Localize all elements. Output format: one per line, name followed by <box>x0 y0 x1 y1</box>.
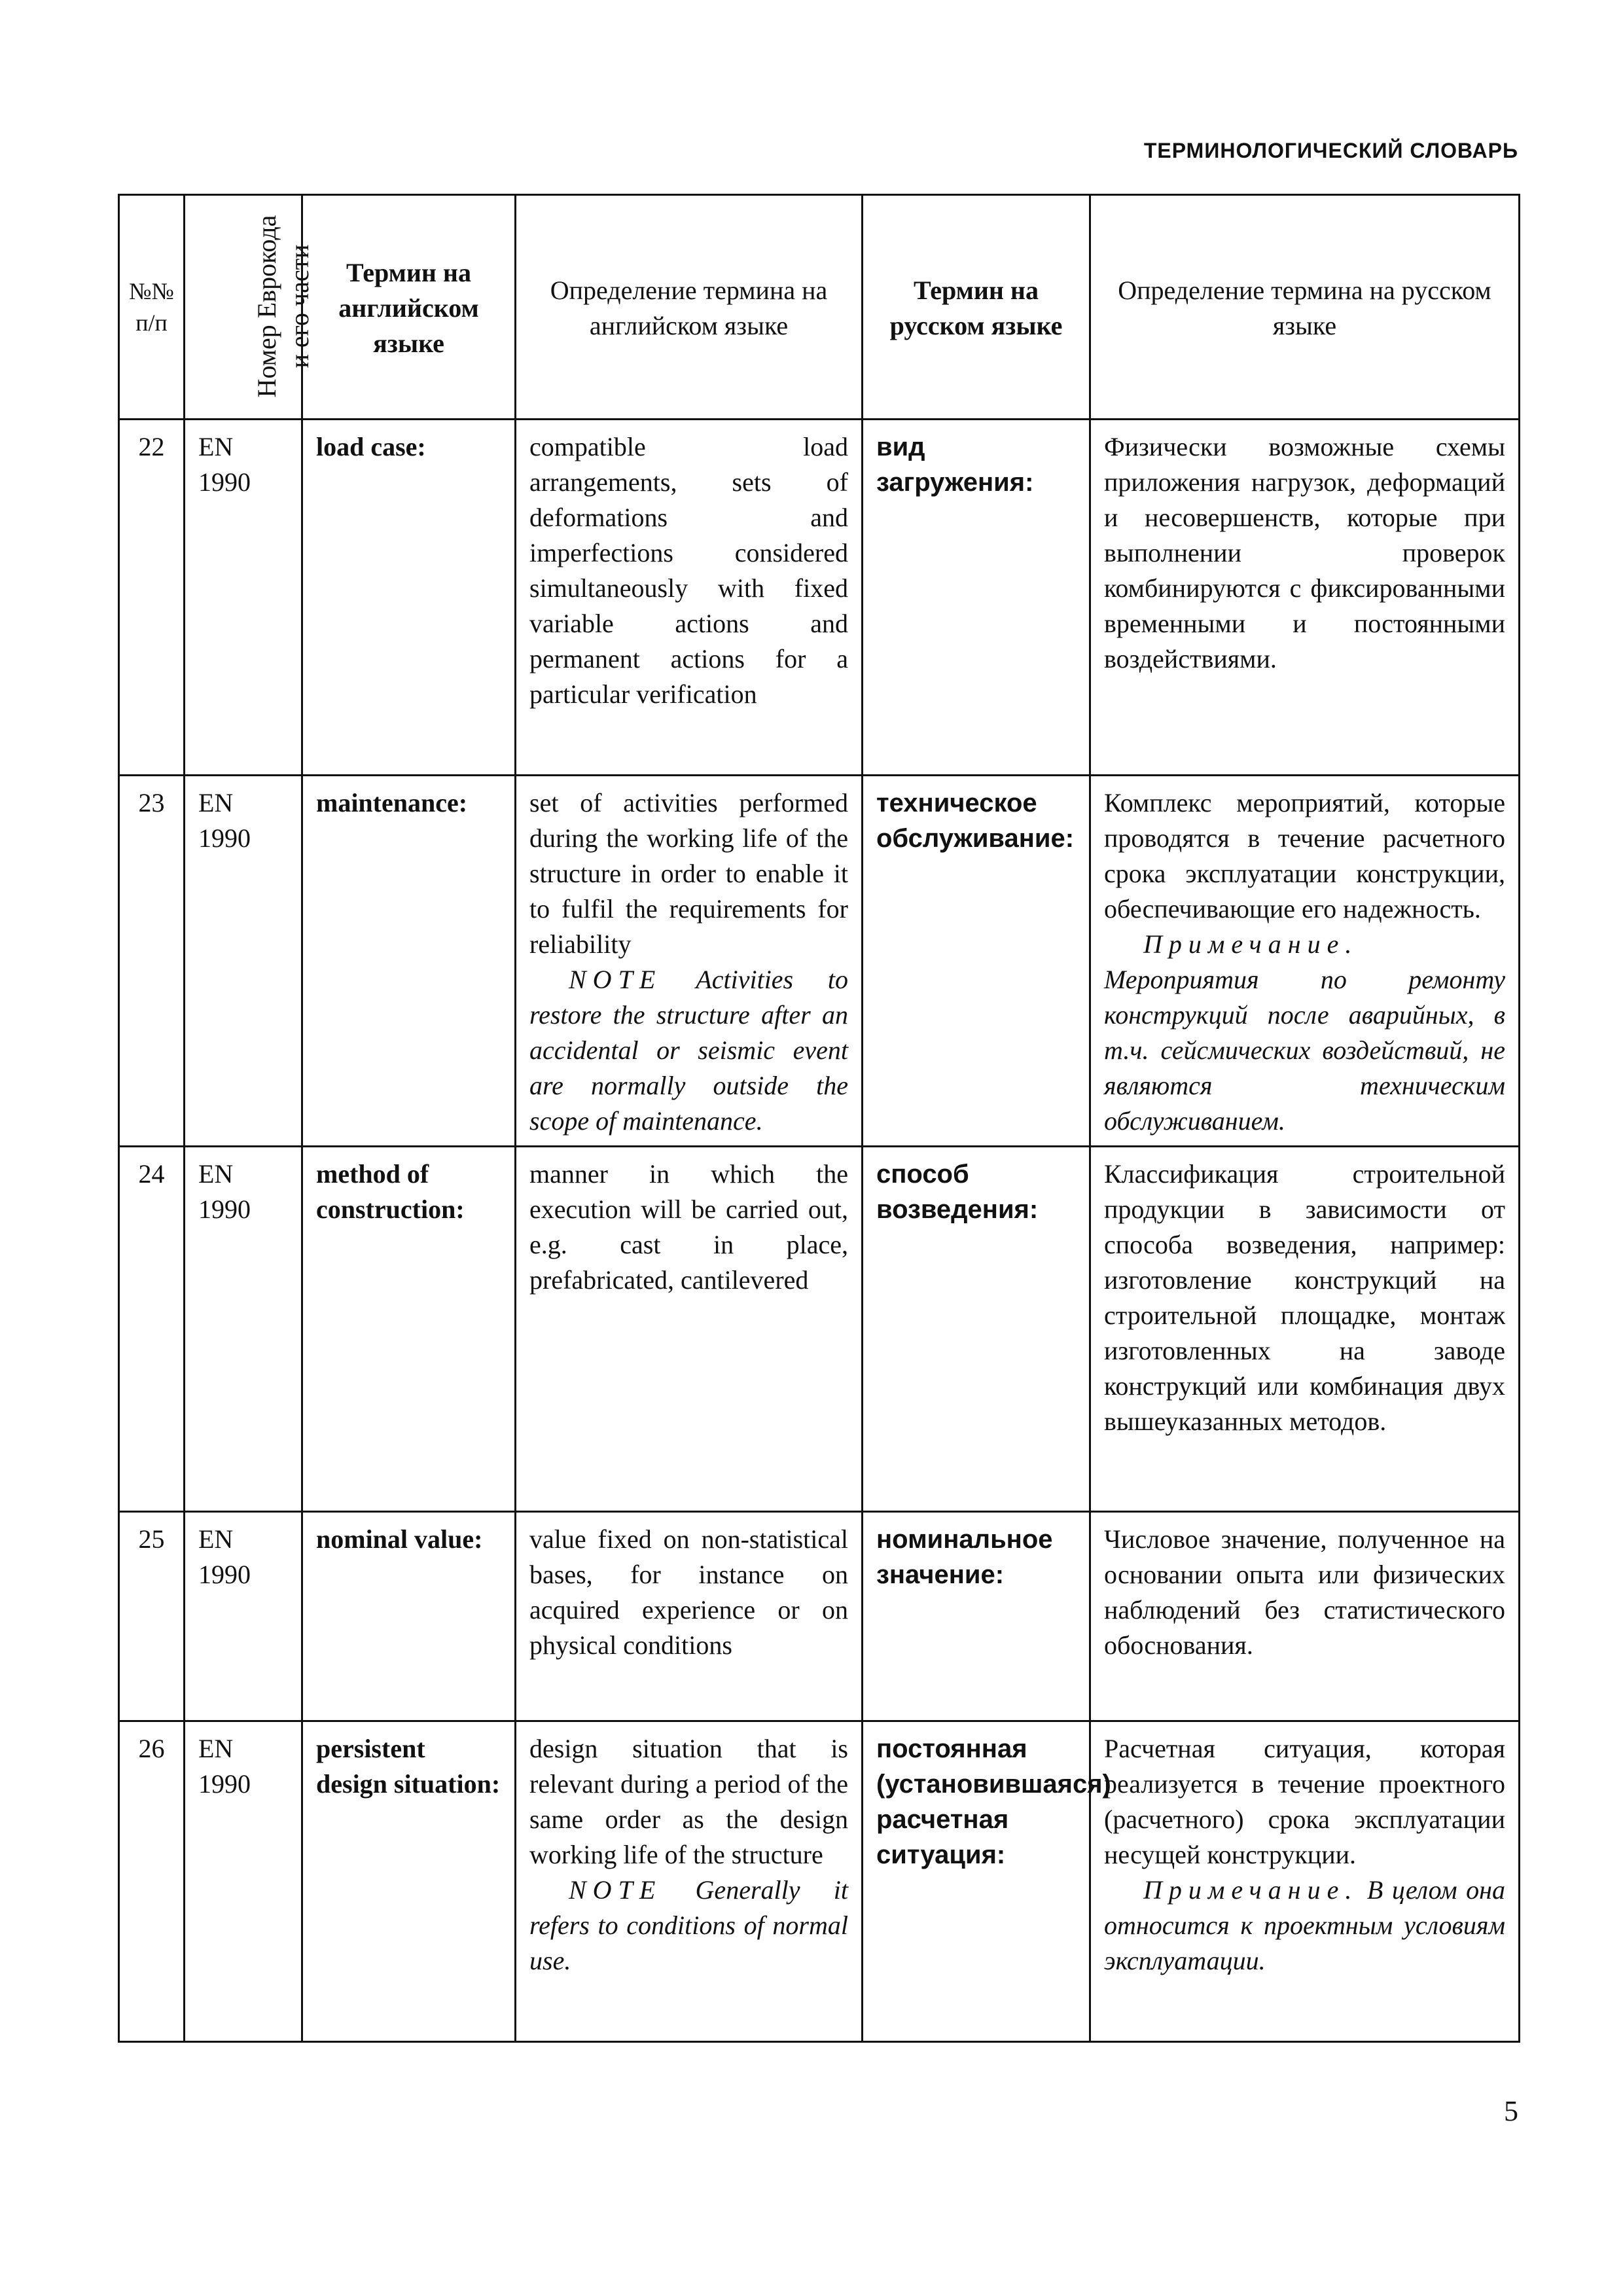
definition-ru <box>1090 1512 1520 1721</box>
term-en: persistent design situation: <box>302 1721 516 2042</box>
header-def-en: Определение термина на английском языке <box>516 195 863 420</box>
definition-ru <box>1090 1147 1520 1512</box>
term-ru: способ возведения: <box>863 1147 1090 1512</box>
eurocode-number: EN 1990 <box>185 420 302 776</box>
term-ru: вид загружения: <box>863 420 1090 776</box>
eurocode-number: EN 1990 <box>185 1721 302 2042</box>
note-en-text: Activities to restore the structure after an accidental or seismic event are normally outside the scope of maintenance. <box>529 965 848 1136</box>
definition-ru <box>1090 420 1520 776</box>
row-number: 23 <box>119 776 185 1147</box>
note-ru-label: Примечание. <box>1143 929 1359 959</box>
eurocode-number: EN 1990 <box>185 1512 302 1721</box>
table-row <box>119 1721 1520 2042</box>
table-row <box>119 776 1520 1147</box>
definition-en <box>516 776 863 1147</box>
glossary-table <box>118 194 1520 2043</box>
definition-en <box>516 1147 863 1512</box>
header-term-en: Термин на английском языке <box>302 195 516 420</box>
header-term-ru: Термин на русском языке <box>863 195 1090 420</box>
definition-ru-text: Числовое значение, полученное на основании опыта или физических наблюдений без статистического обоснования. <box>1104 1524 1505 1660</box>
note-en-text: Generally it refers to conditions of normal use. <box>529 1875 849 1975</box>
term-ru: номинальное значение: <box>863 1512 1090 1721</box>
note-ru-text: В целом она относится к проектным условиям эксплуатации. <box>1104 1875 1506 1975</box>
note-en <box>529 1873 848 1979</box>
note-ru-label: Примечание. <box>1143 1875 1359 1905</box>
glossary-body <box>119 420 1520 2042</box>
term-en: method of construction: <box>302 1147 516 1512</box>
term-en: load case: <box>302 420 516 776</box>
definition-ru-text: Комплекс мероприятий, которые проводятся в течение расчетного срока эксплуатации конструкции, обеспечивающие его надежность. <box>1104 788 1505 924</box>
definition-en <box>516 420 863 776</box>
header-code-text: Номер Еврокода и его части <box>252 215 314 398</box>
definition-en-text: set of activities performed during the working life of the structure in order to enable it to fulfil the requirements for reliability <box>529 788 848 959</box>
row-number: 26 <box>119 1721 185 2042</box>
header-code <box>185 195 314 420</box>
table-row <box>119 1512 1520 1721</box>
definition-ru-text: Расчетная ситуация, которая реализуется в течение проектного (расчетного) срока эксплуатации несущей конструкции. <box>1104 1734 1505 1869</box>
term-ru: постоянная (установившаяся) расчетная ситуация: <box>863 1721 1090 2042</box>
note-ru-text: Мероприятия по ремонту конструкций после аварийных, в т.ч. сейсмических воздействий, не являются техническим обслуживанием. <box>1104 965 1505 1136</box>
note-en-label: NOTE <box>569 965 662 994</box>
term-en: nominal value: <box>302 1512 516 1721</box>
definition-ru-text: Классификация строительной продукции в зависимости от способа возведения, например: изготовление конструкций на строительной площадке, монтаж изготовленных на заводе конструкций или комбинация двух вышеуказанных методов. <box>1104 1159 1505 1436</box>
row-number: 25 <box>119 1512 185 1721</box>
table-row <box>119 420 1520 776</box>
note-ru <box>1104 1873 1505 1979</box>
definition-en <box>516 1512 863 1721</box>
definition-en-text: compatible load arrangements, sets of deformations and imperfections considered simultaneously with fixed variable actions and permanent actions for a particular verification <box>529 432 848 709</box>
header-def-ru: Определение термина на русском языке <box>1090 195 1520 420</box>
term-en: maintenance: <box>302 776 516 1147</box>
running-head: ТЕРМИНОЛОГИЧЕСКИЙ СЛОВАРЬ <box>1143 139 1518 162</box>
header-num: №№ п/п <box>119 195 185 420</box>
note-en <box>529 962 848 1139</box>
definition-ru <box>1090 1721 1520 2042</box>
row-number: 22 <box>119 420 185 776</box>
definition-ru-text: Физически возможные схемы приложения нагрузок, деформаций и несовершенств, которые при выполнении проверок комбинируются с фиксированными временными и постоянными воздействиями. <box>1104 432 1505 673</box>
eurocode-number: EN 1990 <box>185 1147 302 1512</box>
definition-en-text: value fixed on non-statistical bases, for instance on acquired experience or on physical conditions <box>529 1524 848 1660</box>
definition-ru <box>1090 776 1520 1147</box>
term-ru: техническое обслуживание: <box>863 776 1090 1147</box>
table-header-row <box>119 195 1520 420</box>
row-number: 24 <box>119 1147 185 1512</box>
page-number: 5 <box>1504 2095 1518 2127</box>
note-en-label: NOTE <box>569 1875 662 1905</box>
definition-en-text: manner in which the execution will be carried out, e.g. cast in place, prefabricated, cantilevered <box>529 1159 848 1295</box>
note-ru <box>1104 927 1505 1139</box>
definition-en <box>516 1721 863 2042</box>
eurocode-number: EN 1990 <box>185 776 302 1147</box>
table-row <box>119 1147 1520 1512</box>
definition-en-text: design situation that is relevant during a period of the same order as the design working life of the structure <box>529 1734 848 1869</box>
